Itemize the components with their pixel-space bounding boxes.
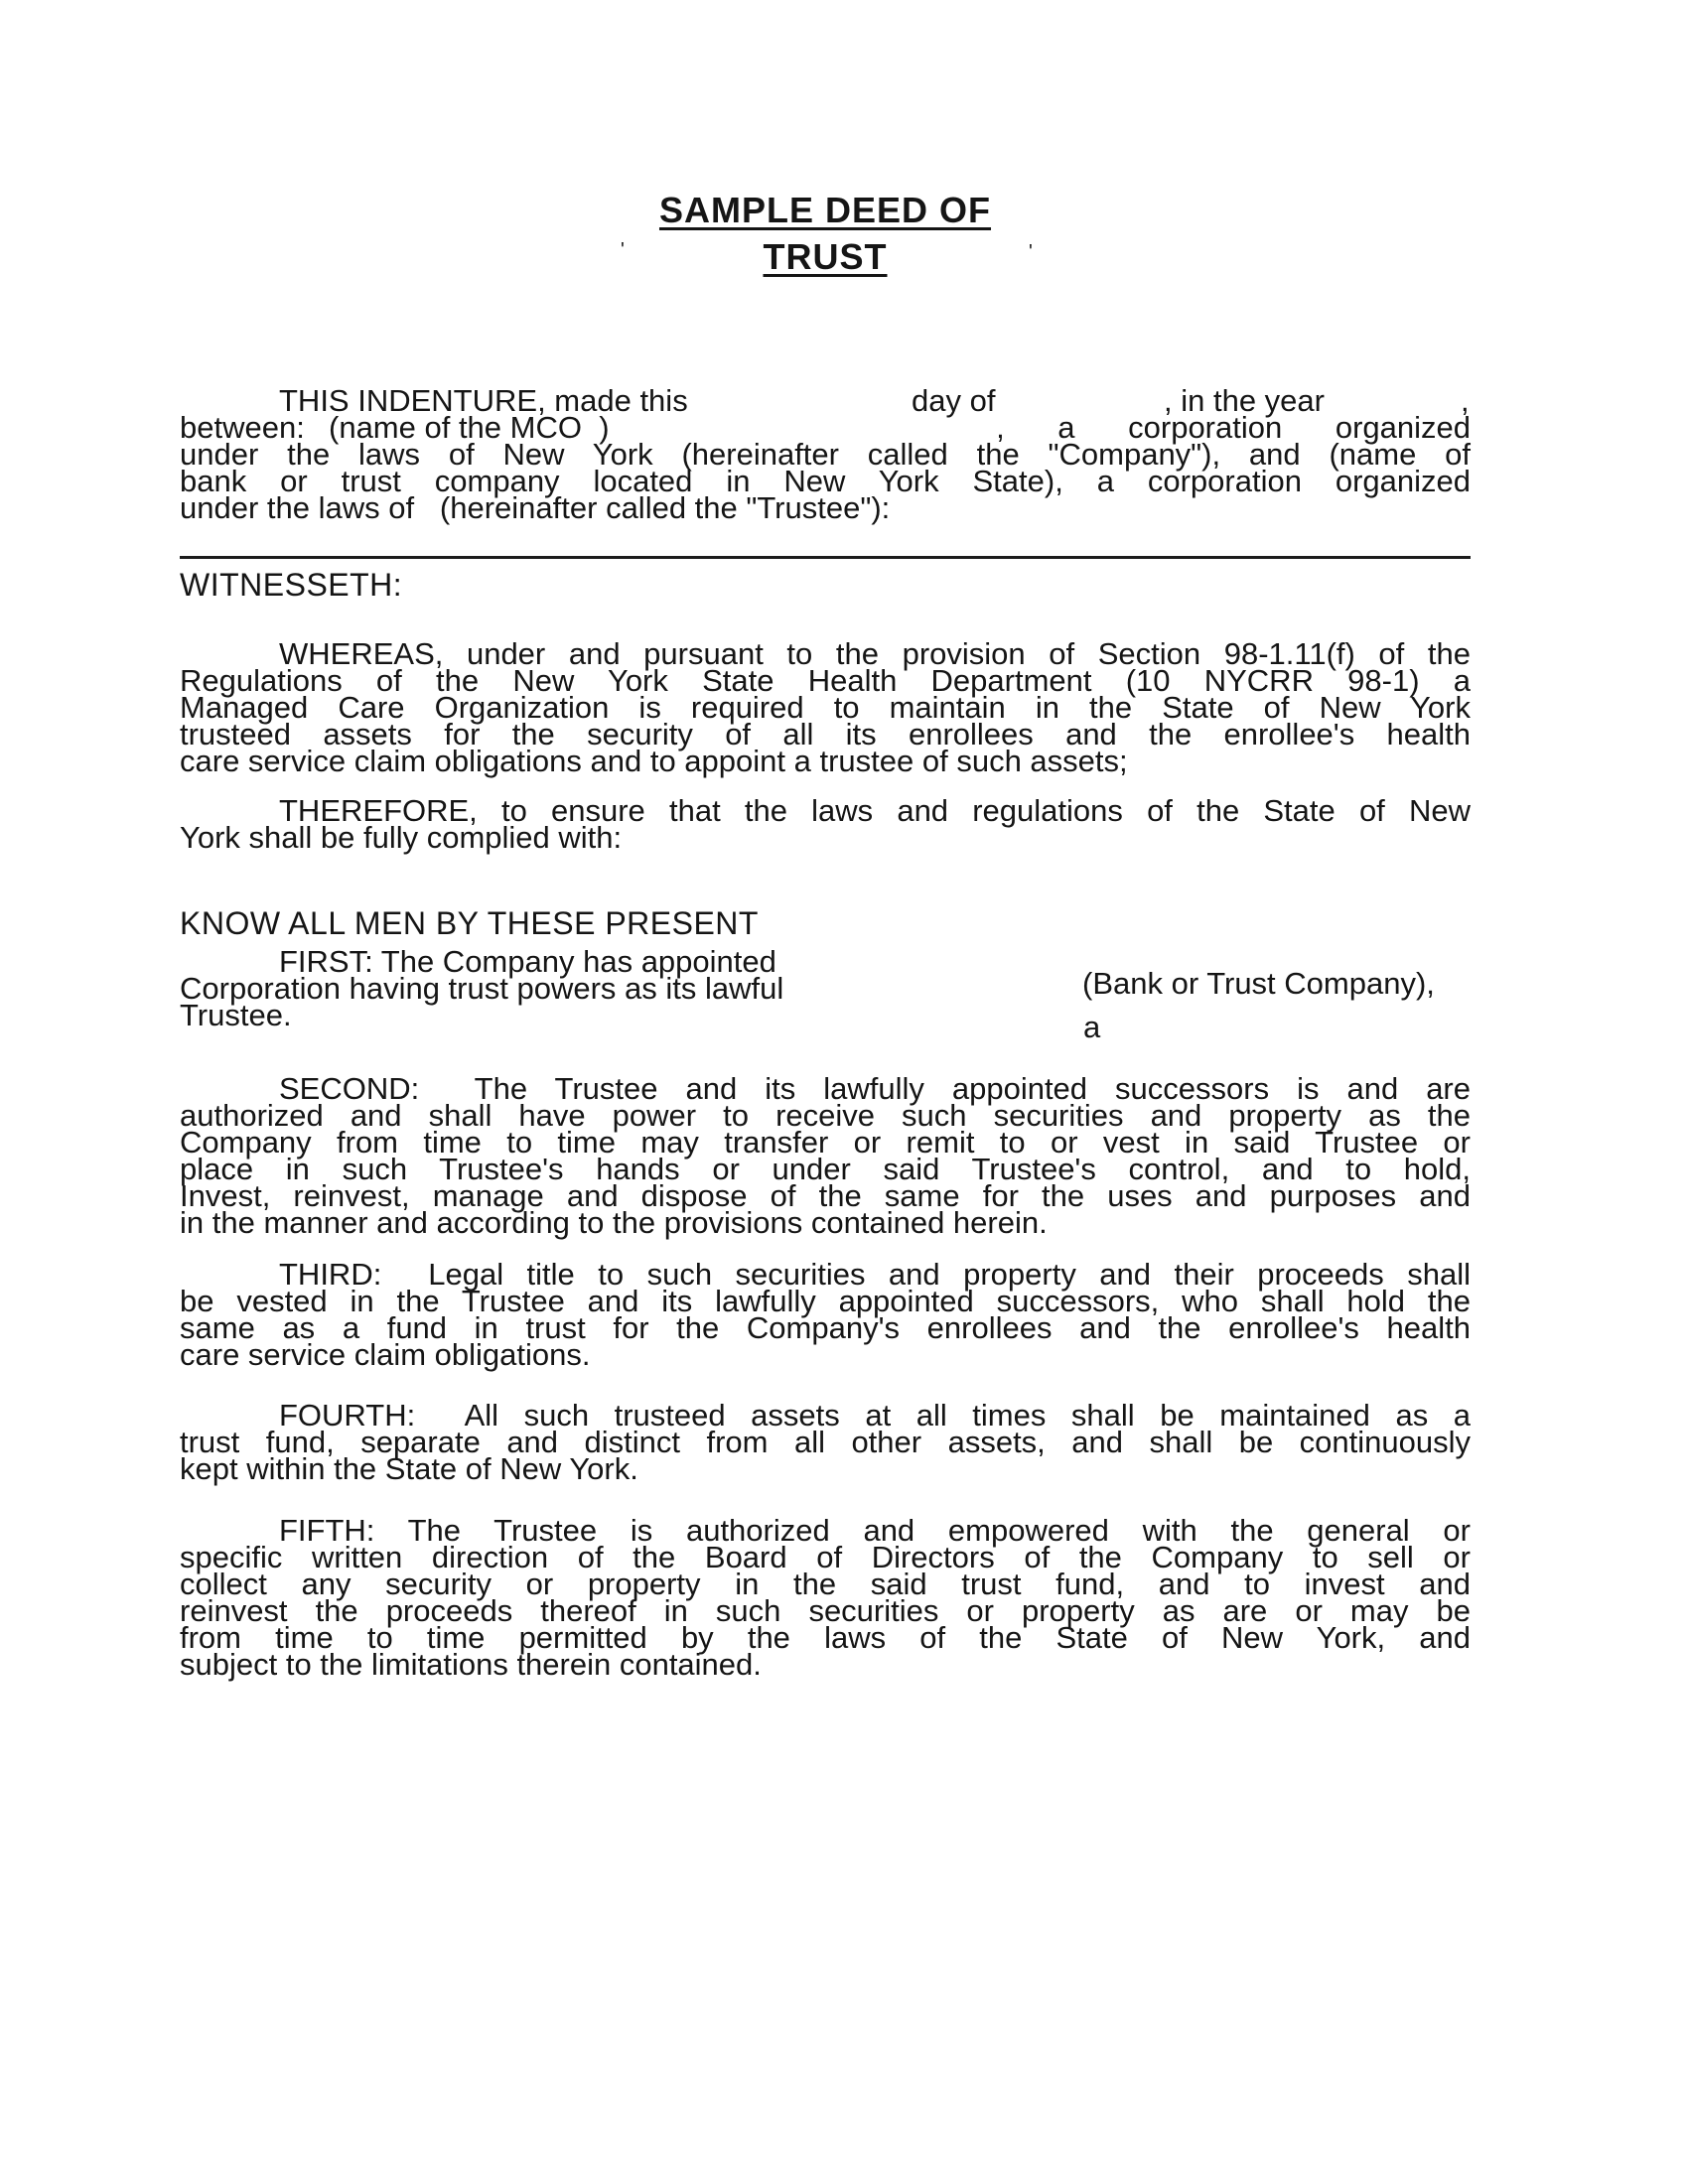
second-line: authorized and shall have power to receive such securities and property as the <box>180 1098 1471 1133</box>
fifth-line: collect any security or property in the said trust fund, and to invest and <box>180 1567 1471 1601</box>
intro-l1-dayof: day of <box>912 383 996 418</box>
whereas-line: care service claim obligations and to appoint a trustee of such assets; <box>180 744 1128 778</box>
whereas-line: Managed Care Organization is required to maintain in the State of New York <box>180 690 1471 725</box>
third-paragraph <box>180 1257 1471 1372</box>
whereas-line: WHEREAS, under and pursuant to the provision of Section 98-1.11(f) of the <box>279 636 1471 671</box>
fifth-line: from time to time permitted by the laws of the State of New York, and <box>180 1620 1471 1655</box>
second-line: in the manner and according to the provisions contained herein. <box>180 1205 1048 1240</box>
therefore-line: THEREFORE, to ensure that the laws and regulations of the State of New <box>279 793 1471 828</box>
fourth-line: FOURTH: All such trusteed assets at all times shall be maintained as a <box>279 1398 1471 1433</box>
second-paragraph <box>180 1071 1471 1240</box>
first-article-a: a <box>1083 1010 1101 1044</box>
second-line: place in such Trustee's hands or under said Trustee's control, and to hold, <box>180 1152 1471 1186</box>
intro-l2-mco-blank: (name of the MCO ) <box>329 410 610 445</box>
whereas-paragraph <box>180 636 1471 778</box>
therefore-paragraph <box>180 793 1471 855</box>
first-line-3: Trustee. <box>180 998 292 1032</box>
intro-line-4: bank or trust company located in New York State), a corporation organized <box>180 464 1471 498</box>
intro-l1-text: THIS INDENTURE, made this <box>279 383 688 418</box>
intro-l1-year: , in the year <box>1164 383 1325 418</box>
fourth-paragraph <box>180 1398 1471 1486</box>
third-line: same as a fund in trust for the Company's enrollees and the enrollee's health <box>180 1310 1471 1345</box>
second-line: Invest, reinvest, manage and dispose of the same for the uses and purposes and <box>180 1178 1471 1213</box>
first-line-1: FIRST: The Company has appointed <box>279 944 776 979</box>
fourth-line: kept within the State of New York. <box>180 1451 638 1486</box>
second-line: Company from time to time may transfer or remit to or vest in said Trustee or <box>180 1125 1471 1160</box>
whereas-line: trusteed assets for the security of all its enrollees and the enrollee's health <box>180 717 1471 751</box>
third-line: THIRD: Legal title to such securities and property and their proceeds shall <box>279 1257 1471 1292</box>
scan-artifact-right-mark: ' <box>1029 241 1033 263</box>
third-line: care service claim obligations. <box>180 1337 591 1372</box>
fourth-line: trust fund, separate and distinct from all other assets, and shall be continuously <box>180 1425 1471 1459</box>
document-title <box>180 187 1471 280</box>
intro-l2-between: between: <box>180 410 305 445</box>
title-line-2: TRUST <box>763 236 888 277</box>
title-line-1: SAMPLE DEED OF <box>658 190 992 230</box>
third-line: be vested in the Trustee and its lawfully appointed successors, who shall hold the <box>180 1284 1471 1318</box>
fifth-line: reinvest the proceeds thereof in such securities or property as are or may be <box>180 1593 1471 1628</box>
first-paragraph <box>180 944 1471 1044</box>
fifth-line: subject to the limitations therein contained. <box>180 1647 762 1682</box>
fifth-line: FIFTH: The Trustee is authorized and empowered with the general or <box>279 1513 1471 1548</box>
fifth-paragraph <box>180 1513 1471 1682</box>
intro-paragraph <box>180 383 1471 525</box>
whereas-line: Regulations of the New York State Health Department (10 NYCRR 98-1) a <box>180 663 1471 698</box>
fifth-line: specific written direction of the Board of Directors of the Company to sell or <box>180 1540 1471 1574</box>
know-all-men-heading: KNOW ALL MEN BY THESE PRESENT <box>180 905 759 941</box>
section-divider-rule <box>180 556 1471 559</box>
witnesseth-heading: WITNESSETH: <box>180 567 403 603</box>
intro-line-5: under the laws of (hereinafter called the "Trustee"): <box>180 490 891 525</box>
intro-l2-corporation: , a corporation organized <box>996 410 1471 445</box>
intro-l1-comma: , <box>1461 383 1470 418</box>
intro-line-3: under the laws of New York (hereinafter called the "Company"), and (name of <box>180 437 1471 472</box>
second-line: SECOND: The Trustee and its lawfully appointed successors is and are <box>279 1071 1471 1106</box>
first-bank-trust-label: (Bank or Trust Company), <box>1082 966 1435 1001</box>
scan-artifact-left-mark: ' <box>621 239 625 261</box>
first-line-2: Corporation having trust powers as its lawful <box>180 971 784 1006</box>
therefore-line: York shall be fully complied with: <box>180 820 623 855</box>
